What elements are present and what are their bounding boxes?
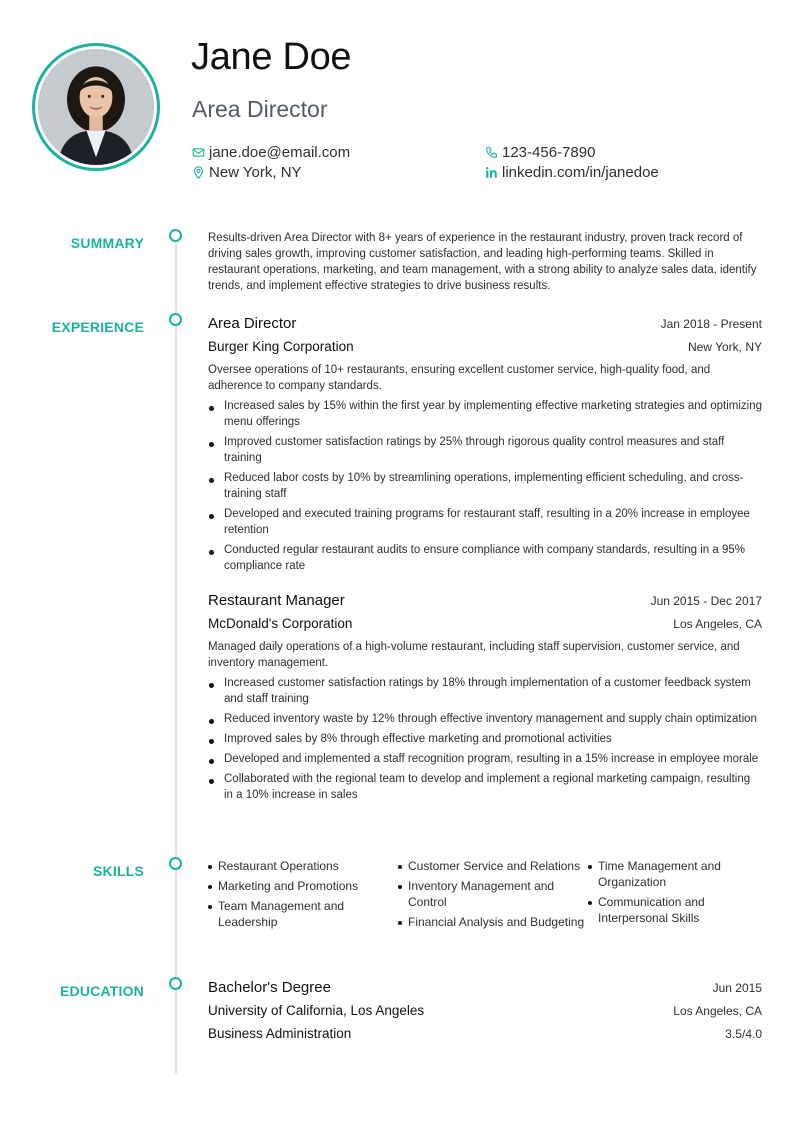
phone-text: 123-456-7890 [502,143,596,161]
skills-column [588,858,762,934]
portrait-image [38,49,154,165]
achievement-item: Improved sales by 8% through effective marketing and promotional activities [208,731,762,747]
achievement-item: Improved customer satisfaction ratings by 25% through rigorous quality control measures and staff training [208,434,762,466]
field-of-study: Business Administration [208,1026,352,1041]
contact-location [192,163,302,181]
section-label-education: EDUCATION [60,983,144,999]
candidate-title: Area Director [192,96,328,122]
skill-item: Inventory Management and Control [398,878,588,910]
job-location: Los Angeles, CA [673,617,762,631]
timeline-line [175,242,177,1074]
achievement-item: Reduced inventory waste by 12% through effective inventory management and supply chain optimization [208,711,762,727]
achievement-item: Developed and implemented a staff recognition program, resulting in a 15% increase in employee morale [208,751,762,767]
contact-phone[interactable] [485,143,595,161]
linkedin-icon [485,166,498,179]
location-text: New York, NY [209,163,302,181]
map-pin-icon [192,166,205,179]
job-location: New York, NY [687,340,762,354]
achievement-item: Conducted regular restaurant audits to ensure compliance with company standards, resulting in a 95% compliance rate [208,542,762,574]
section-label-skills: SKILLS [93,863,144,879]
job-title: Area Director [208,315,297,332]
achievement-item: Increased sales by 15% within the first year by implementing effective marketing strategies and optimizing menu offerings [208,398,762,430]
timeline-dot-summary [169,229,182,242]
job-title: Restaurant Manager [208,592,345,609]
linkedin-text: linkedin.com/in/janedoe [502,163,659,181]
profile-photo [38,49,154,165]
skill-item: Restaurant Operations [208,858,398,874]
education-item [208,979,762,1048]
profile-photo-frame [32,43,160,171]
company-name: McDonald's Corporation [208,616,353,631]
skill-item: Marketing and Promotions [208,878,398,894]
timeline-dot-experience [169,313,182,326]
achievement-item: Reduced labor costs by 10% by streamlining operations, implementing efficient scheduling, and cross-training staff [208,470,762,502]
skill-item: Financial Analysis and Budgeting [398,914,588,930]
job-dates: Jun 2015 - Dec 2017 [650,594,762,608]
skill-item: Team Management and Leadership [208,898,398,930]
job-description: Managed daily operations of a high-volume restaurant, including staff supervision, customer service, and inventory management. [208,641,740,669]
school-location: Los Angeles, CA [673,1004,762,1018]
skill-item: Customer Service and Relations [398,858,588,874]
section-label-summary: SUMMARY [70,235,144,251]
degree-name: Bachelor's Degree [208,979,331,996]
achievement-item: Collaborated with the regional team to develop and implement a regional marketing campaign, resulting in a 10% increase in sales [208,771,762,803]
achievement-list [208,398,762,574]
gpa: 3.5/4.0 [725,1027,762,1041]
contact-email[interactable] [192,143,350,161]
timeline-dot-skills [169,857,182,870]
graduation-date: Jun 2015 [712,981,762,995]
skill-item: Communication and Interpersonal Skills [588,894,762,926]
phone-icon [485,146,498,159]
job-description: Oversee operations of 10+ restaurants, ensuring excellent customer service, high-quality food, and adherence to company standards. [208,364,711,392]
skills-section [208,858,762,934]
section-label-experience: EXPERIENCE [51,319,144,335]
summary-text: Results-driven Area Director with 8+ years of experience in the restaurant industry, proven track record of driving sales growth, improving customer satisfaction, and leading high-performing teams. Skilled in restaurant operations, marketing, and team management, with a strong ability to analyze sales data, identify trends, and implement effective strategies to drive business results. [208,232,757,292]
experience-item [208,592,762,807]
skills-column [398,858,588,934]
company-name: Burger King Corporation [208,339,354,354]
experience-item [208,315,762,578]
school-name: University of California, Los Angeles [208,1003,425,1018]
skills-column [208,858,398,934]
summary-section [208,230,762,294]
skill-item: Time Management and Organization [588,858,762,890]
contact-linkedin[interactable] [485,163,659,181]
achievement-item: Increased customer satisfaction ratings by 18% through implementation of a customer feedback system and staff training [208,675,762,707]
achievement-item: Developed and executed training programs for restaurant staff, resulting in a 20% increase in employee retention [208,506,762,538]
email-text: jane.doe@email.com [209,143,351,161]
timeline-dot-education [169,977,182,990]
achievement-list [208,675,762,803]
mail-icon [192,146,205,159]
job-dates: Jan 2018 - Present [660,317,762,331]
candidate-name: Jane Doe [191,36,352,78]
